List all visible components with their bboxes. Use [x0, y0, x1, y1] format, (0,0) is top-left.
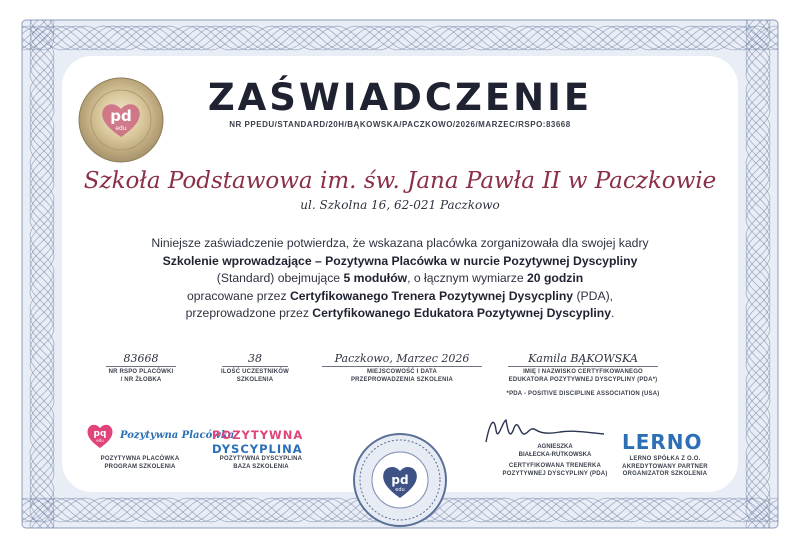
pp-caption: POZYTYWNA PLACÓWKA PROGRAM SZKOLENIA: [100, 456, 180, 470]
svg-text:edu: edu: [96, 438, 104, 443]
svg-text:edu: edu: [115, 125, 127, 132]
pozytywna-dyscyplina-logo: POZYTYWNA DYSCYPLINA: [212, 428, 304, 456]
body-line-3: (Standard) obejmujące 5 modułów, o łącznym wymiarze 20 godzin: [216, 271, 584, 286]
svg-text:edu: edu: [395, 487, 405, 493]
school-name: Szkoła Podstawowa im. św. Jana Pawła II w Paczkowie: [83, 168, 717, 194]
lerno-logo: LERNO: [622, 430, 703, 454]
svg-text:Pozytywna Placówka: Pozytywna Placówka: [120, 430, 235, 441]
participants-caption: ILOŚĆ UCZESTNIKÓW SZKOLENIA: [220, 369, 290, 383]
rspo-caption: NR RSPO PLACÓWKI / NR ŻŁOBKA: [108, 369, 174, 383]
rspo-value: 83668: [106, 352, 176, 367]
trainer-name: AGNIESZKA BIAŁECKA-RUTKOWSKA: [518, 444, 592, 458]
place-date-caption: MIEJSCOWOŚĆ I DATA PRZEPROWADZENIA SZKOLENIA: [350, 369, 454, 383]
certificate-reference: NR PPEDU/STANDARD/20H/BĄKOWSKA/PACZKOWO/2026/MARZEC/RSPO:83668: [229, 120, 571, 129]
trainer-signature: [480, 412, 610, 448]
pda-note: *PDA - POSITIVE DISCIPLINE ASSOCIATION (USA): [506, 391, 660, 397]
training-name: Szkolenie wprowadzające – Pozytywna Placówka w nurcie Pozytywnej Dyscypliny: [162, 253, 638, 268]
certificate-title: ZAŚWIADCZENIE: [207, 76, 593, 119]
participants-value: 38: [222, 352, 288, 367]
body-line-4: opracowane przez Certyfikowanego Trenera Pozytywnej Dysycpliny (PDA),: [186, 288, 614, 303]
central-stamp: [350, 430, 450, 530]
school-address: ul. Szkolna 16, 62-021 Paczkowo: [300, 198, 500, 212]
trainer-caption: CERTYFIKOWANA TRENERKA POZYTYWNEJ DYSCYPLINY (PDA): [502, 463, 608, 477]
educator-value: Kamila BĄKOWSKA: [508, 352, 658, 367]
educator-caption: IMIĘ I NAZWISKO CERTYFIKOWANEGO EDUKATORA POZYTYWNEJ DYSCYPLINY (PDA*): [508, 369, 658, 383]
lerno-caption: LERNO SPÓŁKA Z O.O. AKREDYTOWANY PARTNER ORGANIZATOR SZKOLENIA: [622, 456, 708, 477]
certificate-body: [70, 235, 730, 323]
body-line-1: Niniejsze zaświadczenie potwierdza, że wskazana placówka zorganizowała dla swojej kadry: [151, 236, 649, 250]
body-line-5: przeprowadzone przez Certyfikowanego Edukatora Pozytywnej Dyscypliny.: [185, 306, 615, 321]
place-date-value: Paczkowo, Marzec 2026: [322, 352, 482, 367]
pd-caption: POZYTYWNA DYSCYPLINA BAZA SZKOLENIA: [219, 456, 303, 470]
svg-text:pd: pd: [391, 473, 409, 487]
svg-text:pq: pq: [93, 429, 107, 439]
svg-text:pd: pd: [110, 107, 132, 125]
pozytywna-placowka-logo: [84, 418, 235, 452]
hologram-seal: [76, 75, 166, 165]
